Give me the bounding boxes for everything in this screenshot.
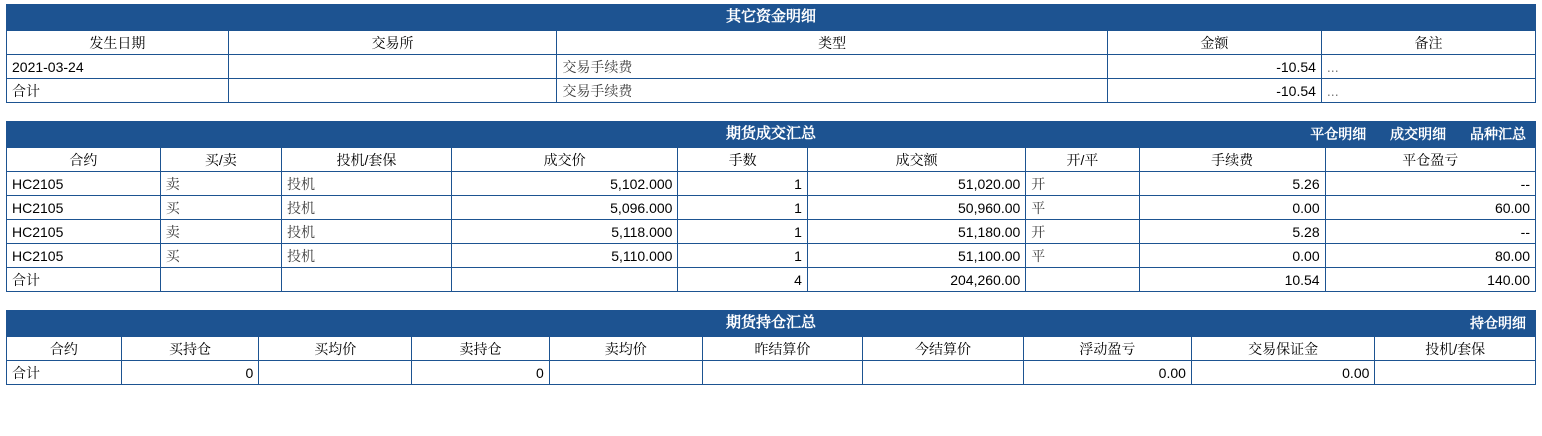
cell-price: 5,102.000 [451, 172, 678, 196]
cell-side: 买 [160, 196, 281, 220]
cell-openclose: 开 [1026, 172, 1139, 196]
section-futures-positions [6, 310, 1536, 385]
table-row [7, 220, 1536, 244]
col-header-date: 发生日期 [7, 31, 229, 55]
cell-settlement [863, 361, 1024, 385]
table-row-total [7, 268, 1536, 292]
col-header-buy-avg-price: 买均价 [259, 337, 412, 361]
col-header-pnl: 平仓盈亏 [1325, 148, 1535, 172]
cell-openclose [1026, 268, 1139, 292]
cell-hedge: 投机 [282, 220, 452, 244]
col-header-float-pnl: 浮动盈亏 [1023, 337, 1191, 361]
cell-pnl: 140.00 [1325, 268, 1535, 292]
col-header-side: 买/卖 [160, 148, 281, 172]
cell-price: 5,096.000 [451, 196, 678, 220]
other-funds-title: 其它资金明细 [725, 8, 816, 25]
cell-type: 交易手续费 [557, 79, 1107, 103]
table-header-row [7, 148, 1536, 172]
cell-lots: 1 [678, 172, 807, 196]
table-row [7, 196, 1536, 220]
col-header-prev-settlement: 昨结算价 [702, 337, 863, 361]
col-header-sell-avg-price: 卖均价 [549, 337, 702, 361]
col-header-openclose: 开/平 [1026, 148, 1139, 172]
cell-contract: 合计 [7, 361, 122, 385]
cell-sell-avg-price [549, 361, 702, 385]
col-header-type: 类型 [557, 31, 1107, 55]
cell-hedge [282, 268, 452, 292]
table-row [7, 172, 1536, 196]
cell-pnl: -- [1325, 220, 1535, 244]
section-futures-trades [6, 121, 1536, 292]
cell-openclose: 平 [1026, 196, 1139, 220]
col-header-margin: 交易保证金 [1191, 337, 1374, 361]
other-funds-table [6, 30, 1536, 103]
table-row [7, 244, 1536, 268]
cell-price: 5,110.000 [451, 244, 678, 268]
table-header-row [7, 337, 1536, 361]
futures-positions-links [1450, 310, 1526, 336]
cell-amount: -10.54 [1107, 55, 1321, 79]
cell-side: 卖 [160, 172, 281, 196]
cell-hedge: 投机 [282, 196, 452, 220]
link-position-detail[interactable]: 持仓明细 [1470, 315, 1526, 331]
table-row [7, 79, 1536, 103]
col-header-contract: 合约 [7, 337, 122, 361]
table-header-row [7, 31, 1536, 55]
col-header-hedge: 投机/套保 [1375, 337, 1536, 361]
cell-sell-position: 0 [412, 361, 550, 385]
table-row-total [7, 361, 1536, 385]
col-header-lots: 手数 [678, 148, 807, 172]
cell-amount: 204,260.00 [807, 268, 1025, 292]
futures-positions-table [6, 336, 1536, 385]
cell-amount: 51,100.00 [807, 244, 1025, 268]
link-trade-detail[interactable]: 成交明细 [1390, 126, 1447, 142]
link-product-summary[interactable]: 品种汇总 [1470, 126, 1526, 142]
cell-lots: 1 [678, 244, 807, 268]
cell-hedge: 投机 [282, 244, 452, 268]
cell-fee: 0.00 [1139, 196, 1325, 220]
cell-pnl: 60.00 [1325, 196, 1535, 220]
cell-lots: 1 [678, 220, 807, 244]
cell-side: 卖 [160, 220, 281, 244]
cell-hedge: 投机 [282, 172, 452, 196]
futures-positions-title-bar [6, 310, 1536, 336]
cell-amount: 51,020.00 [807, 172, 1025, 196]
cell-contract: HC2105 [7, 196, 161, 220]
col-header-settlement: 今结算价 [863, 337, 1024, 361]
col-header-amount: 成交额 [807, 148, 1025, 172]
cell-margin: 0.00 [1191, 361, 1374, 385]
col-header-note: 备注 [1321, 31, 1535, 55]
col-header-amount: 金额 [1107, 31, 1321, 55]
cell-price [451, 268, 678, 292]
table-row [7, 55, 1536, 79]
col-header-price: 成交价 [451, 148, 678, 172]
cell-lots: 4 [678, 268, 807, 292]
cell-fee: 5.26 [1139, 172, 1325, 196]
cell-hedge [1375, 361, 1536, 385]
cell-fee: 10.54 [1139, 268, 1325, 292]
futures-trades-title: 期货成交汇总 [725, 125, 816, 142]
cell-type: 交易手续费 [557, 55, 1107, 79]
cell-exchange [228, 55, 557, 79]
col-header-contract: 合约 [7, 148, 161, 172]
cell-note: ... [1321, 79, 1535, 103]
cell-note: ... [1321, 55, 1535, 79]
cell-side [160, 268, 281, 292]
cell-side: 买 [160, 244, 281, 268]
cell-openclose: 开 [1026, 220, 1139, 244]
cell-exchange [228, 79, 557, 103]
col-header-exchange: 交易所 [228, 31, 557, 55]
cell-float-pnl: 0.00 [1023, 361, 1191, 385]
link-close-detail[interactable]: 平仓明细 [1310, 126, 1367, 142]
futures-trades-title-bar [6, 121, 1536, 147]
cell-date: 2021-03-24 [7, 55, 229, 79]
futures-positions-title: 期货持仓汇总 [725, 314, 816, 331]
cell-pnl: -- [1325, 172, 1535, 196]
cell-buy-position: 0 [121, 361, 259, 385]
other-funds-title-bar [6, 4, 1536, 30]
cell-pnl: 80.00 [1325, 244, 1535, 268]
cell-amount: 50,960.00 [807, 196, 1025, 220]
cell-amount: 51,180.00 [807, 220, 1025, 244]
cell-price: 5,118.000 [451, 220, 678, 244]
cell-contract: HC2105 [7, 244, 161, 268]
cell-contract: HC2105 [7, 172, 161, 196]
futures-trades-links [1290, 121, 1526, 147]
cell-amount: -10.54 [1107, 79, 1321, 103]
cell-prev-settlement [702, 361, 863, 385]
col-header-buy-position: 买持仓 [121, 337, 259, 361]
cell-contract: HC2105 [7, 220, 161, 244]
col-header-hedge: 投机/套保 [282, 148, 452, 172]
futures-trades-table [6, 147, 1536, 292]
section-other-funds [6, 4, 1536, 103]
cell-date: 合计 [7, 79, 229, 103]
cell-openclose: 平 [1026, 244, 1139, 268]
cell-contract: 合计 [7, 268, 161, 292]
cell-buy-avg-price [259, 361, 412, 385]
col-header-sell-position: 卖持仓 [412, 337, 550, 361]
cell-lots: 1 [678, 196, 807, 220]
cell-fee: 0.00 [1139, 244, 1325, 268]
cell-fee: 5.28 [1139, 220, 1325, 244]
col-header-fee: 手续费 [1139, 148, 1325, 172]
